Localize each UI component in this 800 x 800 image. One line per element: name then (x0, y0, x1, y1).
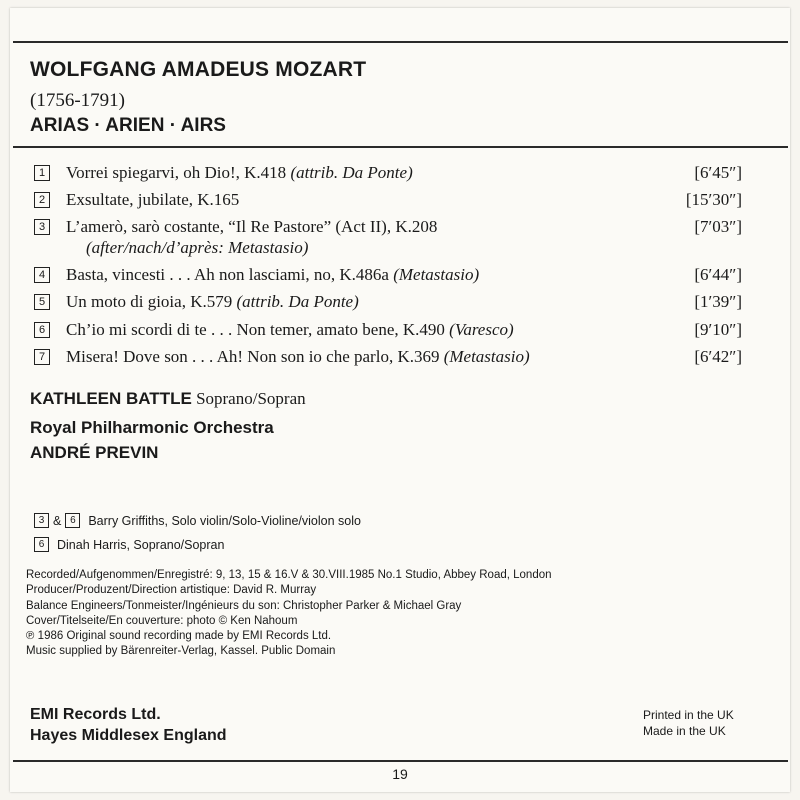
orchestra-credit (30, 418, 274, 438)
header-rule (13, 146, 788, 148)
credit-line: Producer/Produzent/Direction artistique: David R. Murray (26, 584, 317, 597)
orchestra-name: Royal Philharmonic Orchestra (30, 418, 274, 437)
track-number: 2 (34, 192, 50, 208)
track-title: Ch’io mi scordi di te . . . Non temer, amato bene, K.490 (Varesco) (66, 320, 514, 339)
track-title: Misera! Dove son . . . Ah! Non son io che parlo, K.369 (Metastasio) (66, 347, 530, 366)
track-title: Exsultate, jubilate, K.165 (66, 190, 240, 209)
track-number: 3 (34, 513, 49, 528)
track-title: Vorrei spiegarvi, oh Dio!, K.418 (attrib. Da Ponte) (66, 163, 413, 182)
track-number: 4 (34, 267, 50, 283)
track-number: 6 (34, 537, 49, 552)
track-duration: [9′10″] (694, 320, 742, 339)
album-subtitle: ARIAS · ARIEN · AIRS (30, 115, 226, 136)
track-attribution: (Metastasio) (443, 347, 530, 366)
label-address: Hayes Middlesex England (30, 727, 227, 744)
track-duration: [6′44″] (694, 265, 742, 284)
soloist-note (34, 537, 224, 552)
printed-line: Printed in the UK (643, 708, 734, 722)
credit-line: Balance Engineers/Tonmeister/Ingénieurs du son: Christopher Parker & Michael Gray (26, 599, 462, 612)
composer-heading: WOLFGANG AMADEUS MOZART (30, 58, 367, 81)
track-number: 6 (34, 322, 50, 338)
track-title: Basta, vincesti . . . Ah non lasciami, no, K.486a (Metastasio) (66, 265, 480, 284)
track-duration: [15′30″] (685, 190, 742, 209)
note-text: Barry Griffiths, Solo violin/Solo-Violine/violon solo (88, 513, 361, 528)
conductor-credit (30, 443, 158, 463)
made-line: Made in the UK (643, 724, 726, 738)
track-number: 5 (34, 294, 50, 310)
recording-credits (26, 568, 552, 660)
credit-line: Music supplied by Bärenreiter-Verlag, Kassel. Public Domain (26, 645, 336, 658)
soloist-note (34, 513, 361, 528)
track-title: L’amerò, sarò costante, “Il Re Pastore” (Act II), K.208 (66, 217, 438, 236)
track-duration: [1′39″] (694, 292, 742, 311)
page-number: 19 (392, 766, 408, 782)
note-text: Dinah Harris, Soprano/Sopran (57, 537, 225, 552)
soloist-credit (30, 389, 306, 409)
footer-rule (13, 760, 788, 762)
composer-dates: (1756-1791) (30, 90, 125, 111)
track-number: 1 (34, 165, 50, 181)
credit-line: ℗ 1986 Original sound recording made by EMI Records Ltd. (26, 630, 332, 643)
track-duration: [7′03″] (694, 217, 742, 236)
ampersand: & (53, 513, 62, 528)
track-number: 6 (65, 513, 80, 528)
track-number: 7 (34, 349, 50, 365)
track-attribution: (Metastasio) (393, 265, 480, 284)
track-librettist: (after/nach/d’après: Metastasio) (86, 238, 309, 257)
printed-in (643, 707, 734, 739)
record-label (30, 704, 227, 746)
top-rule (13, 41, 788, 43)
track-title: Un moto di gioia, K.579 (attrib. Da Ponte) (66, 292, 359, 311)
track-attribution: (attrib. Da Ponte) (290, 163, 413, 182)
conductor-name: ANDRÉ PREVIN (30, 443, 159, 462)
soloist-role: Soprano/Sopran (191, 389, 306, 408)
track-duration: [6′45″] (694, 163, 742, 182)
track-attribution: (Varesco) (449, 320, 514, 339)
soloist-name: KATHLEEN BATTLE (30, 389, 192, 408)
track-duration: [6′42″] (694, 347, 742, 366)
credit-line: Recorded/Aufgenommen/Enregistré: 9, 13, 15 & 16.V & 30.VIII.1985 No.1 Studio, Abbey Road, London (26, 569, 552, 581)
credit-line: Cover/Titelseite/En couverture: photo © Ken Nahoum (26, 614, 298, 627)
track-number: 3 (34, 219, 50, 235)
label-name: EMI Records Ltd. (30, 706, 161, 723)
track-attribution: (attrib. Da Ponte) (236, 292, 359, 311)
